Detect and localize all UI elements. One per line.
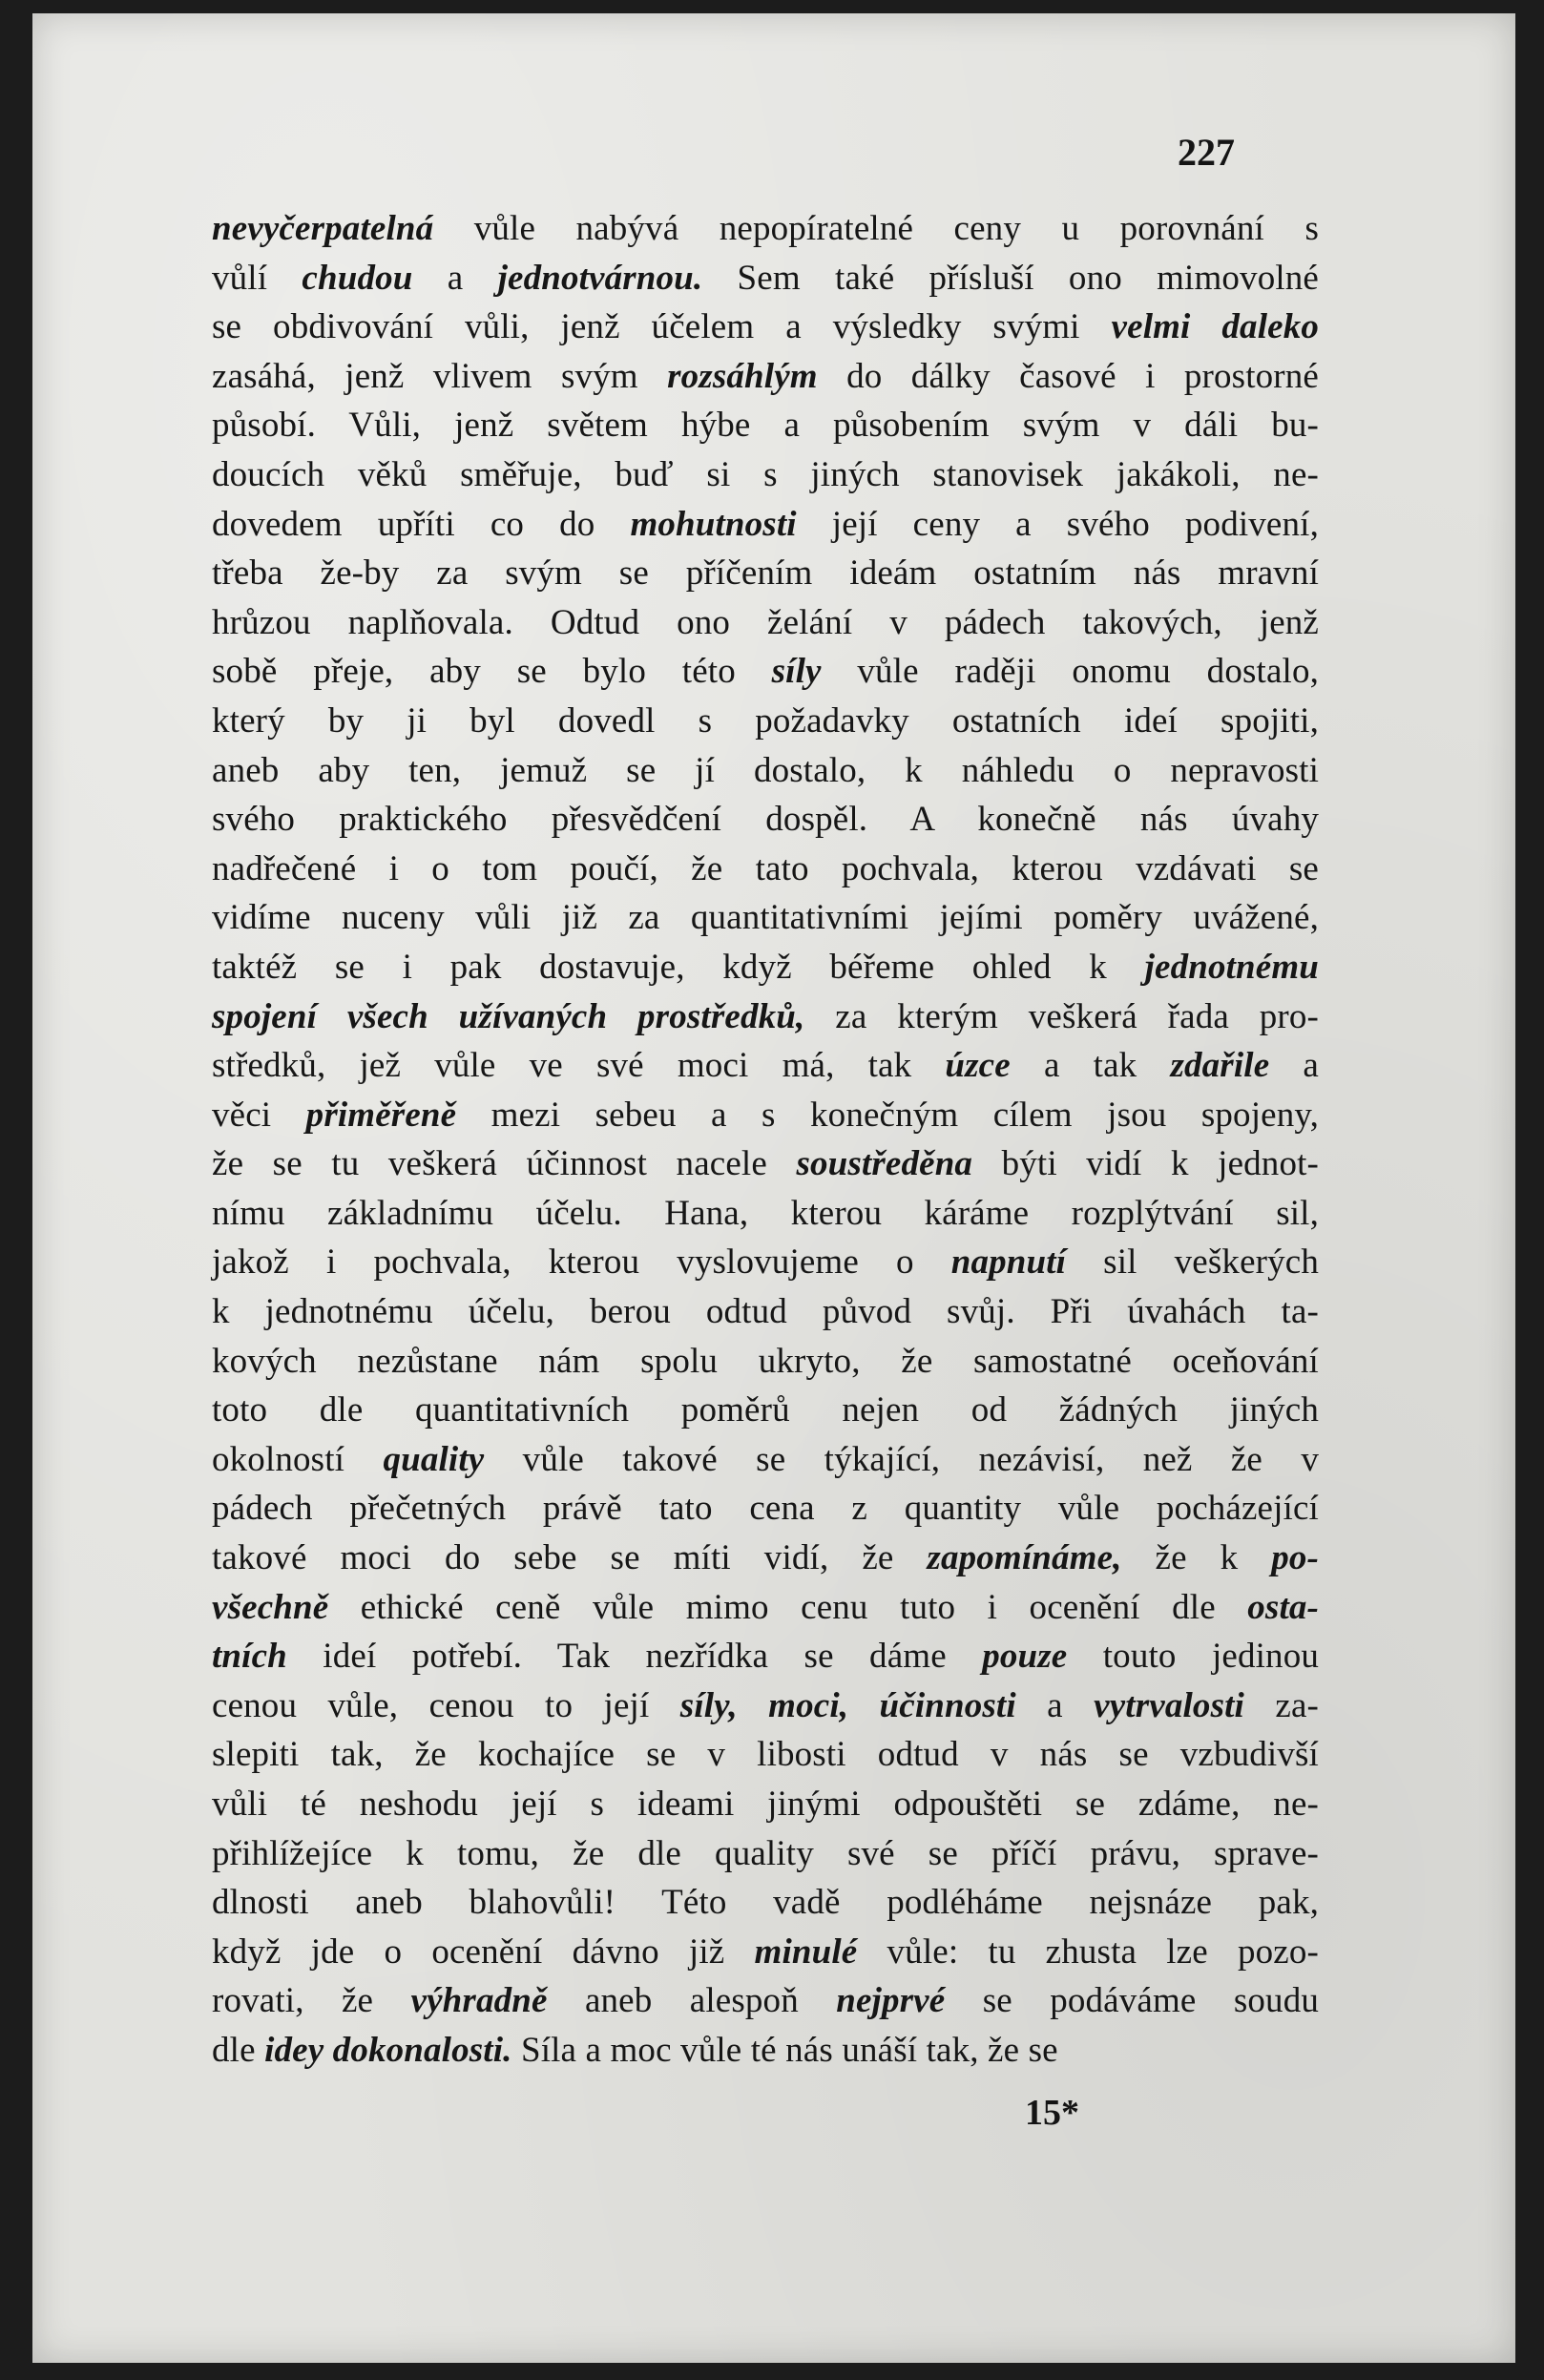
text-run: a [1269,1046,1319,1086]
italic-run: osta- [1247,1587,1319,1627]
text-line [212,1681,1319,1731]
italic-run: pouze [982,1637,1068,1677]
text-run: Sem také přísluší ono mimovolné [702,258,1320,298]
text-line [212,647,1319,697]
text-run: vůli té neshodu její s ideami jinými odpouštěti se zdáme, ne- [212,1785,1319,1824]
page-number: 227 [1178,131,1235,174]
text-line [212,943,1319,992]
text-run: za- [1243,1685,1319,1725]
text-line [212,2026,1319,2076]
text-run: pádech přečetných právě tato cena z quantity vůle pocházející [212,1489,1319,1529]
text-line [212,500,1319,550]
text-run: její ceny a svého podivení, [796,504,1319,544]
italic-run: mohutnosti [630,504,797,544]
italic-run: idey dokonalosti. [264,2030,512,2070]
italic-run: nejprvé [836,1981,946,2021]
text-line [212,1780,1319,1829]
text-line [212,1878,1319,1928]
italic-run: jednotnému [1144,947,1319,987]
text-run: aneb aby ten, jemuž se jí dostalo, k náhledu o nepravosti [212,750,1319,790]
text-run: kových nezůstane nám spolu ukryto, že samostatné oceňování [212,1341,1319,1381]
text-line [212,1435,1319,1485]
text-run: ideí potřebí. Tak nezřídka se dáme [286,1637,983,1677]
text-run: sobě přeje, aby se bylo této [212,652,772,692]
text-line [212,893,1319,943]
text-run: mezi sebeu a s konečným cílem jsou spojeny, [456,1095,1320,1135]
text-run: vůle takové se týkající, nezávisí, než že v [484,1439,1319,1479]
text-run: slepiti tak, že kochajíce se v libosti odtud v nás se vzbudivší [212,1735,1319,1775]
text-line [212,1484,1319,1534]
text-run: že k [1121,1538,1272,1578]
text-line [212,549,1319,598]
italic-run: moci, [768,1685,849,1725]
text-run: jakož i pochvala, kterou vyslovujeme o [212,1242,951,1283]
text-run: do dálky časové i prostorné [817,356,1319,396]
text-run: doucích věků směřuje, buď si s jiných stanovisek jakákoli, ne- [212,454,1319,494]
text-line [212,1189,1319,1239]
text-run: cenou vůle, cenou to její [212,1685,680,1725]
text-line [212,450,1319,500]
text-run: Síla a moc vůle té nás unáší tak, že se [511,2030,1058,2070]
text-line [212,1337,1319,1387]
text-run: působí. Vůli, jenž světem hýbe a působením svým v dáli bu- [212,406,1319,446]
italic-run: minulé [754,1931,858,1972]
text-line [212,746,1319,796]
italic-run: chudou [302,258,413,298]
text-run: za kterým veškerá řada pro- [804,996,1319,1036]
italic-run: účinnosti [879,1685,1016,1725]
text-run: dlnosti aneb blahovůli! Této vadě podléháme nejsnáze pak, [212,1883,1319,1923]
text-line [212,204,1319,254]
text-run: který by ji byl dovedl s požadavky ostatních ideí spojiti, [212,700,1319,741]
italic-run: spojení všech užívaných prostředků, [212,996,805,1036]
italic-run: po- [1271,1538,1319,1578]
body-text [212,204,1319,2076]
italic-run: výhradně [410,1981,548,2021]
text-line [212,1386,1319,1435]
italic-run: tních [212,1637,287,1677]
italic-run: vytrvalosti [1094,1685,1244,1725]
italic-run: nevyčerpatelná [212,209,434,248]
italic-run: síly [771,652,822,692]
text-run: se obdivování vůli, jenž účelem a výsledky svými [212,307,1112,347]
text-line [212,1829,1319,1879]
text-run: a tak [1010,1046,1171,1086]
text-run: vidíme nuceny vůli již za quantitativními jejími poměry uvážené, [212,898,1319,938]
text-line [212,795,1319,845]
text-line [212,303,1319,352]
text-line [212,1091,1319,1140]
text-line [212,254,1319,303]
text-run: nadřečené i o tom poučí, že tato pochvala, kterou vzdávati se [212,848,1319,888]
text-run: přihlížejíce k tomu, že dle quality své se příčí právu, sprave- [212,1833,1319,1873]
text-line [212,1730,1319,1780]
italic-run: všechně [212,1587,329,1627]
text-run: toto dle quantitativních poměrů nejen od žádných jiných [212,1390,1319,1430]
text-run: dle [212,2030,265,2070]
text-run: ethické ceně vůle mimo cenu tuto i ocenění dle [328,1587,1248,1627]
text-run: když jde o ocenění dávno již [212,1931,755,1972]
text-line [212,352,1319,402]
italic-run: rozsáhlým [667,356,818,396]
text-run: sil veškerých [1066,1242,1319,1283]
text-run: zasáhá, jenž vlivem svým [212,356,668,396]
text-run [738,1686,768,1725]
italic-run: úzce [945,1046,1011,1086]
italic-run: quality [383,1439,485,1479]
text-run: aneb alespoň [547,1981,837,2021]
italic-run: soustředěna [796,1144,973,1184]
italic-run: napnutí [950,1242,1067,1283]
text-line [212,1928,1319,1977]
paper-sheet [32,13,1515,2363]
text-run: věci [212,1095,306,1135]
signature-mark: 15* [1025,2093,1079,2133]
text-run: svého praktického přesvědčení dospěl. A konečně nás úvahy [212,800,1319,840]
italic-run: přiměřeně [305,1095,457,1135]
text-line [212,1287,1319,1337]
italic-run: jednotvárnou. [497,258,703,298]
text-line [212,598,1319,648]
text-line [212,1534,1319,1583]
italic-run: síly, [679,1685,738,1725]
text-run: hrůzou naplňovala. Odtud ono želání v pádech takových, jenž [212,602,1319,642]
text-run: že se tu veškerá účinnost nacele [212,1144,797,1184]
italic-run: velmi daleko [1111,307,1320,347]
text-line [212,1976,1319,2026]
text-run: okolností [212,1439,384,1479]
text-run: taktéž se i pak dostavuje, když béřeme ohled k [212,947,1145,987]
text-run: nímu základnímu účelu. Hana, kterou káráme rozplýtvání sil, [212,1193,1319,1233]
text-run: vůle raději onomu dostalo, [821,652,1319,692]
text-line [212,1583,1319,1633]
text-run: se podáváme soudu [945,1981,1320,2021]
text-run: touto jedinou [1067,1637,1319,1677]
text-run: třeba že-by za svým se příčením ideám ostatním nás mravní [212,553,1319,594]
text-run: býti vidí k jednot- [972,1144,1319,1184]
text-run: dovedem upříti co do [212,504,631,544]
italic-run: zdařile [1170,1046,1270,1086]
text-run: rovati, že [212,1981,411,2021]
text-run: vůle nabývá nepopíratelné ceny u porovnání s [433,209,1319,248]
text-line [212,697,1319,746]
text-run: k jednotnému účelu, berou odtud původ svůj. Při úvahách ta- [212,1292,1319,1332]
text-line [212,992,1319,1042]
text-line [212,1238,1319,1287]
text-line [212,845,1319,894]
text-run: a [412,258,498,298]
text-line [212,1041,1319,1091]
text-line [212,401,1319,450]
text-run: vůlí [212,258,303,298]
text-run: takové moci do sebe se míti vidí, že [212,1538,928,1578]
text-line [212,1139,1319,1189]
text-line [212,1632,1319,1681]
text-run: středků, jež vůle ve své moci má, tak [212,1046,946,1086]
text-run: vůle: tu zhusta lze pozo- [857,1931,1319,1972]
text-run: a [1015,1685,1095,1725]
text-run [848,1686,879,1725]
italic-run: zapomínáme, [927,1538,1122,1578]
